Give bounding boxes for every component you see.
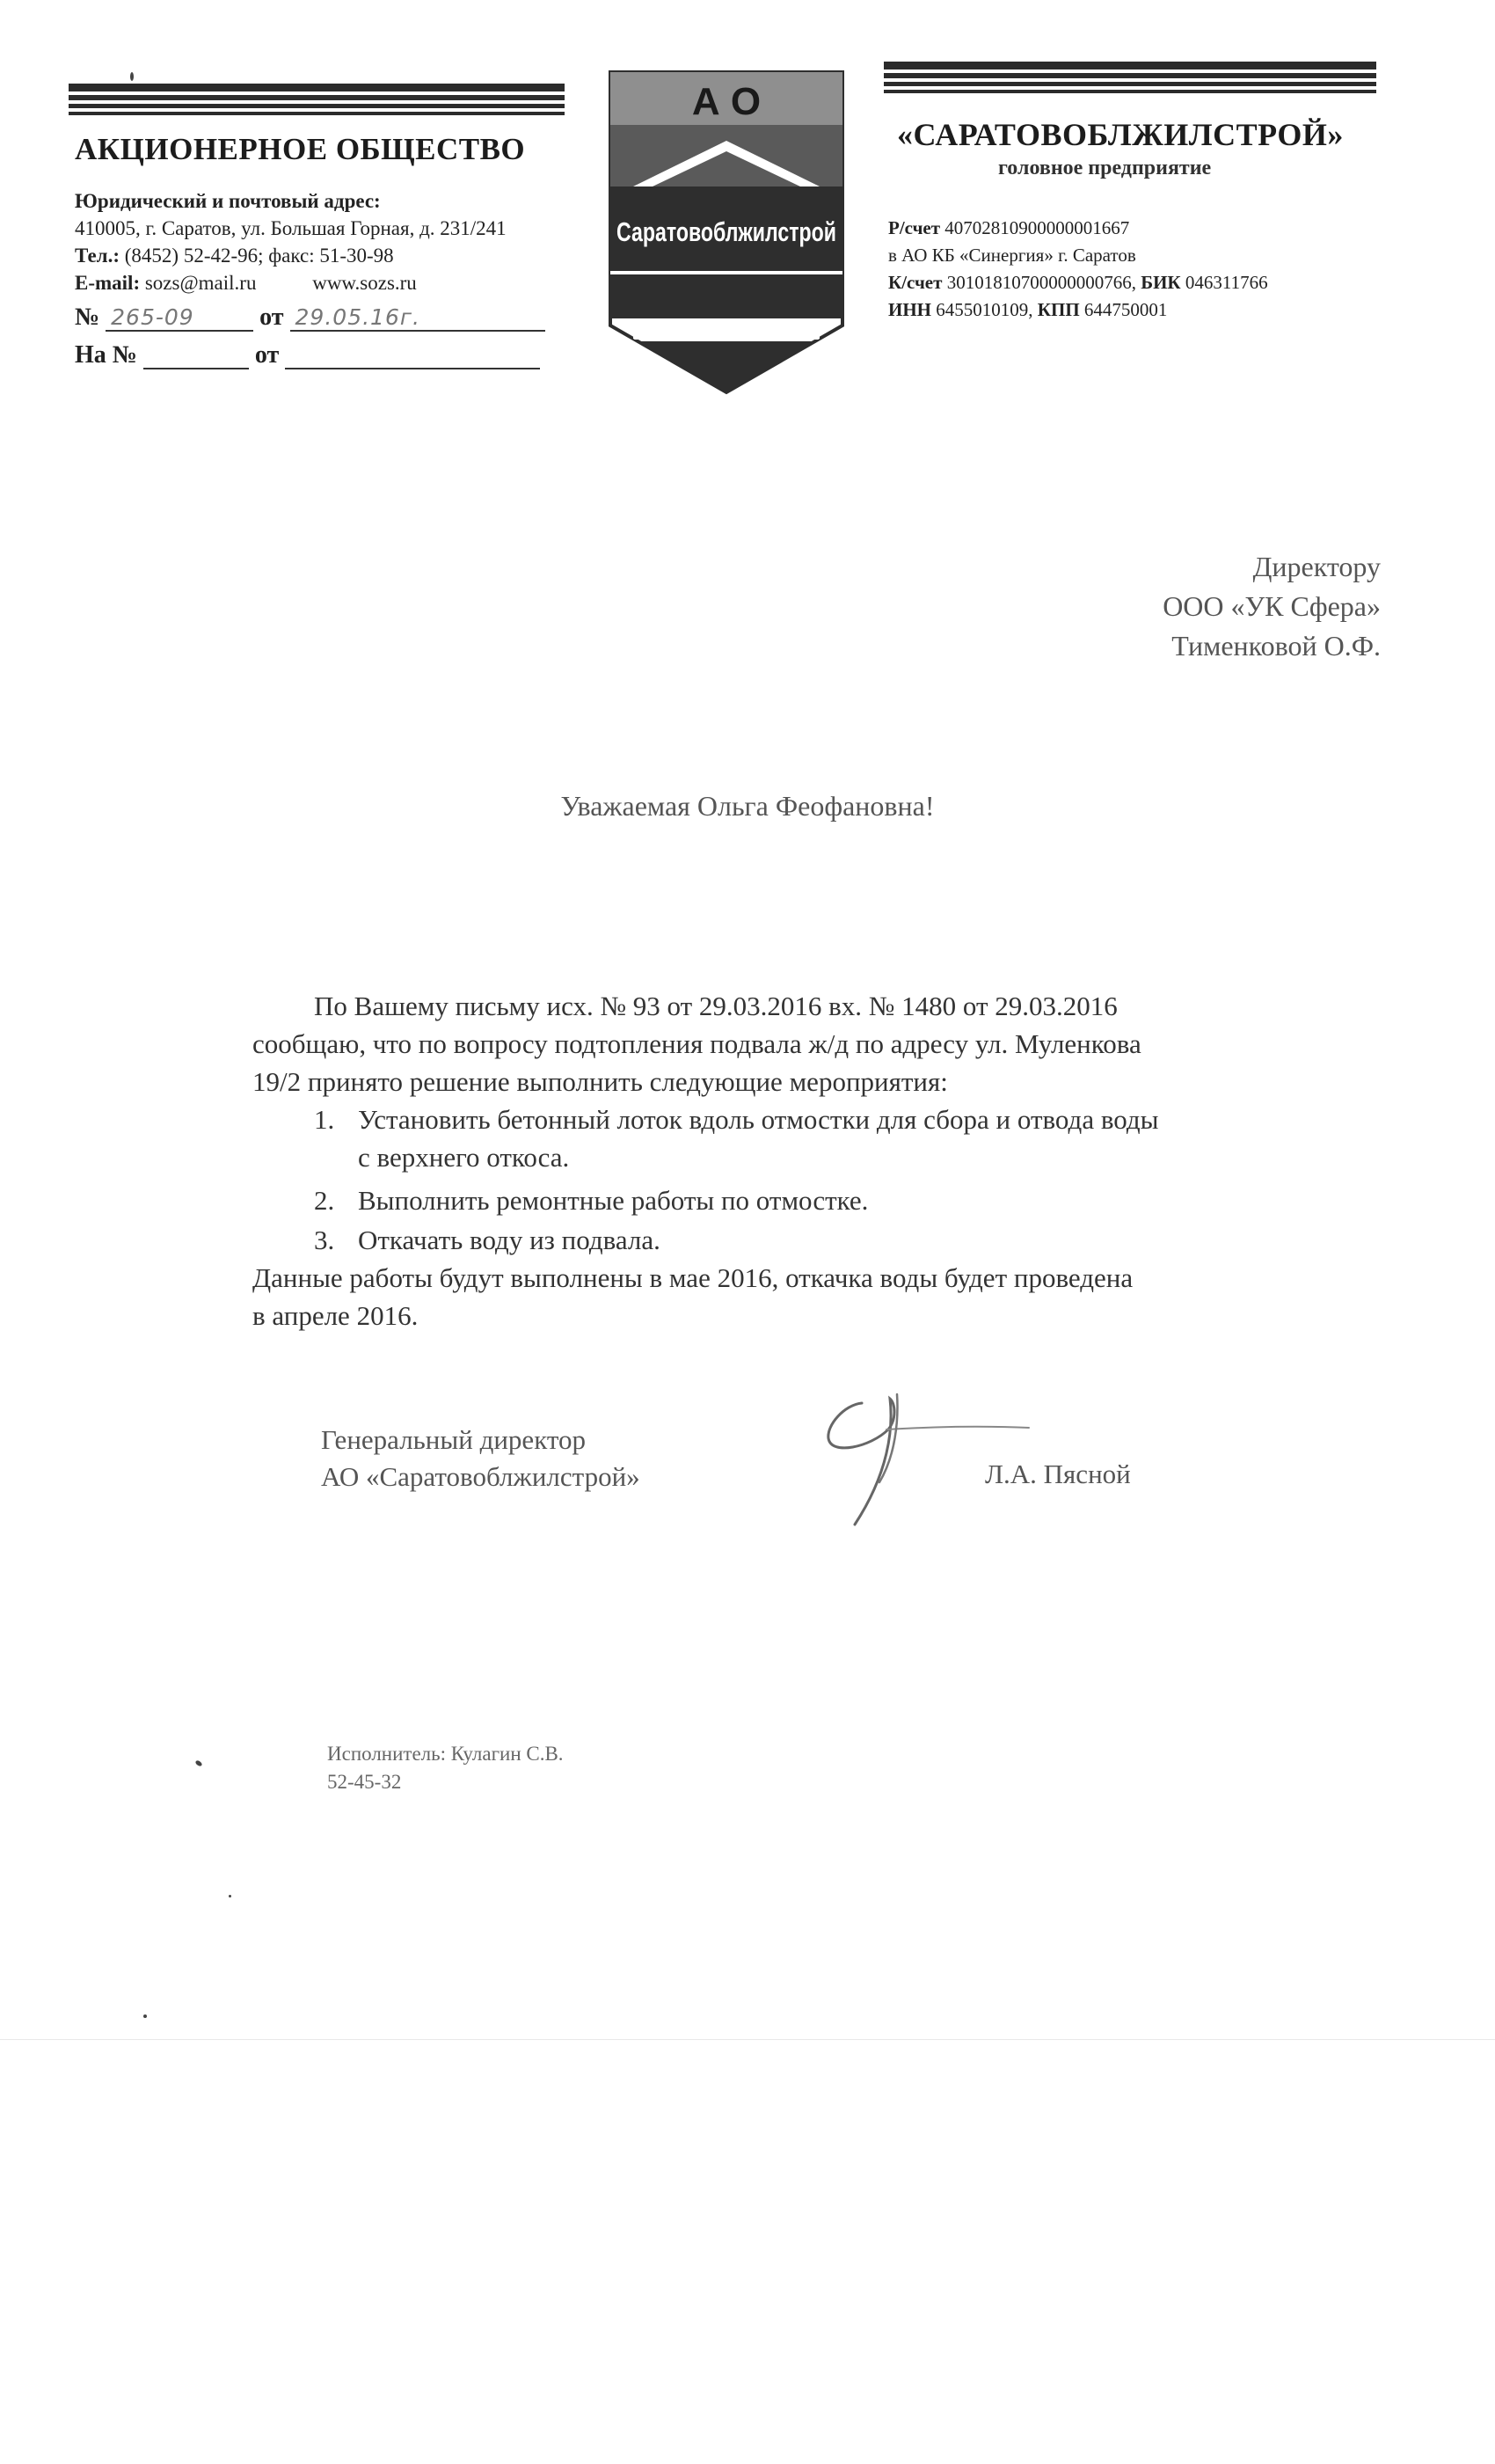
addressee-position: Директору (1252, 551, 1381, 582)
executor-name: Исполнитель: Кулагин С.В. (327, 1743, 564, 1765)
addressee-block (1163, 547, 1381, 666)
scan-speck (229, 1895, 231, 1897)
measures-list (252, 1100, 1382, 1259)
account-line: Р/счет 40702810900000001667 (888, 217, 1130, 238)
bank-details (888, 215, 1268, 324)
scan-speck (143, 2014, 147, 2018)
ref-from-label: от (259, 303, 284, 331)
body-line: в апреле 2016. (252, 1300, 419, 1331)
logo-company-name: Саратовоблжилстрой (616, 216, 836, 247)
company-subtitle: головное предприятие (998, 157, 1212, 179)
company-type-title: АКЦИОНЕРНОЕ ОБЩЕСТВО (75, 132, 526, 166)
body-line: Данные работы будут выполнены в мае 2016, откачка воды будет проведена (252, 1262, 1134, 1293)
phone-line: Тел.: (8452) 52-42-96; факс: 51-30-98 (75, 245, 394, 267)
inn-line: ИНН 6455010109, КПП 644750001 (888, 299, 1168, 320)
reply-label: На № (75, 341, 137, 369)
address-label: Юридический и почтовый адрес: (75, 190, 381, 212)
email-link[interactable]: sozs@mail.ru (144, 272, 257, 294)
email-line: E-mail: sozs@mail.ru www.sozs.ru (75, 272, 417, 294)
list-item-number: 3. (314, 1225, 335, 1255)
list-item (252, 1181, 1382, 1219)
header-stripes-left (69, 84, 565, 119)
reply-from-label: от (254, 341, 280, 369)
company-name-title: «САРАТОВОБЛЖИЛСТРОЙ» (897, 117, 1344, 152)
company-logo (607, 69, 846, 396)
list-item (252, 1221, 1382, 1259)
list-item-text: с верхнего откоса. (358, 1142, 570, 1173)
executor-block (327, 1740, 564, 1796)
reply-ref-line (75, 341, 540, 369)
address-text: 410005, г. Саратов, ул. Большая Горная, д. 231/241 (75, 217, 507, 239)
scan-speck (130, 72, 134, 81)
list-item-number: 1. (314, 1104, 335, 1135)
signer-position: Генеральный директор (321, 1424, 586, 1455)
signer-name: Л.А. Пясной (985, 1459, 1131, 1489)
corr-line: К/счет 30101810700000000766, БИК 046311766 (888, 272, 1268, 293)
bank-line: в АО КБ «Синергия» г. Саратов (888, 245, 1136, 266)
body-line: 19/2 принято решение выполнить следующие мероприятия: (252, 1066, 948, 1097)
letter-body (252, 987, 1382, 1334)
signer-organization: АО «Саратовоблжилстрой» (321, 1461, 640, 1492)
list-item-text: Откачать воду из подвала. (358, 1225, 660, 1255)
page-bottom-area (0, 2039, 1495, 2464)
logo-top-text: А О (691, 80, 762, 123)
outgoing-ref-line (75, 303, 545, 332)
addressee-name: Тименковой О.Ф. (1171, 630, 1381, 662)
salutation: Уважаемая Ольга Феофановна! (560, 790, 935, 822)
header-stripes-right (884, 62, 1376, 97)
list-item-text: Установить бетонный лоток вдоль отмостки для сбора и отвода воды (358, 1104, 1159, 1135)
list-item-text: Выполнить ремонтные работы по отмостке. (358, 1185, 869, 1216)
addressee-company: ООО «УК Сфера» (1163, 590, 1381, 622)
website-link[interactable]: www.sozs.ru (312, 272, 417, 294)
signer-block (321, 1422, 640, 1495)
handwritten-signature (809, 1377, 1038, 1526)
contact-block (75, 187, 507, 296)
executor-phone: 52-45-32 (327, 1771, 402, 1793)
ref-date-handwritten: 29.05.16г. (295, 304, 420, 330)
ref-no-label: № (75, 303, 100, 331)
ref-no-handwritten: 265-09 (111, 304, 194, 330)
list-item (252, 1100, 1382, 1176)
list-item-number: 2. (314, 1185, 335, 1216)
body-line: По Вашему письму исх. № 93 от 29.03.2016 вх. № 1480 от 29.03.2016 (314, 991, 1118, 1021)
scan-speck (194, 1759, 202, 1767)
body-line: сообщаю, что по вопросу подтопления подвала ж/д по адресу ул. Муленкова (252, 1028, 1141, 1059)
